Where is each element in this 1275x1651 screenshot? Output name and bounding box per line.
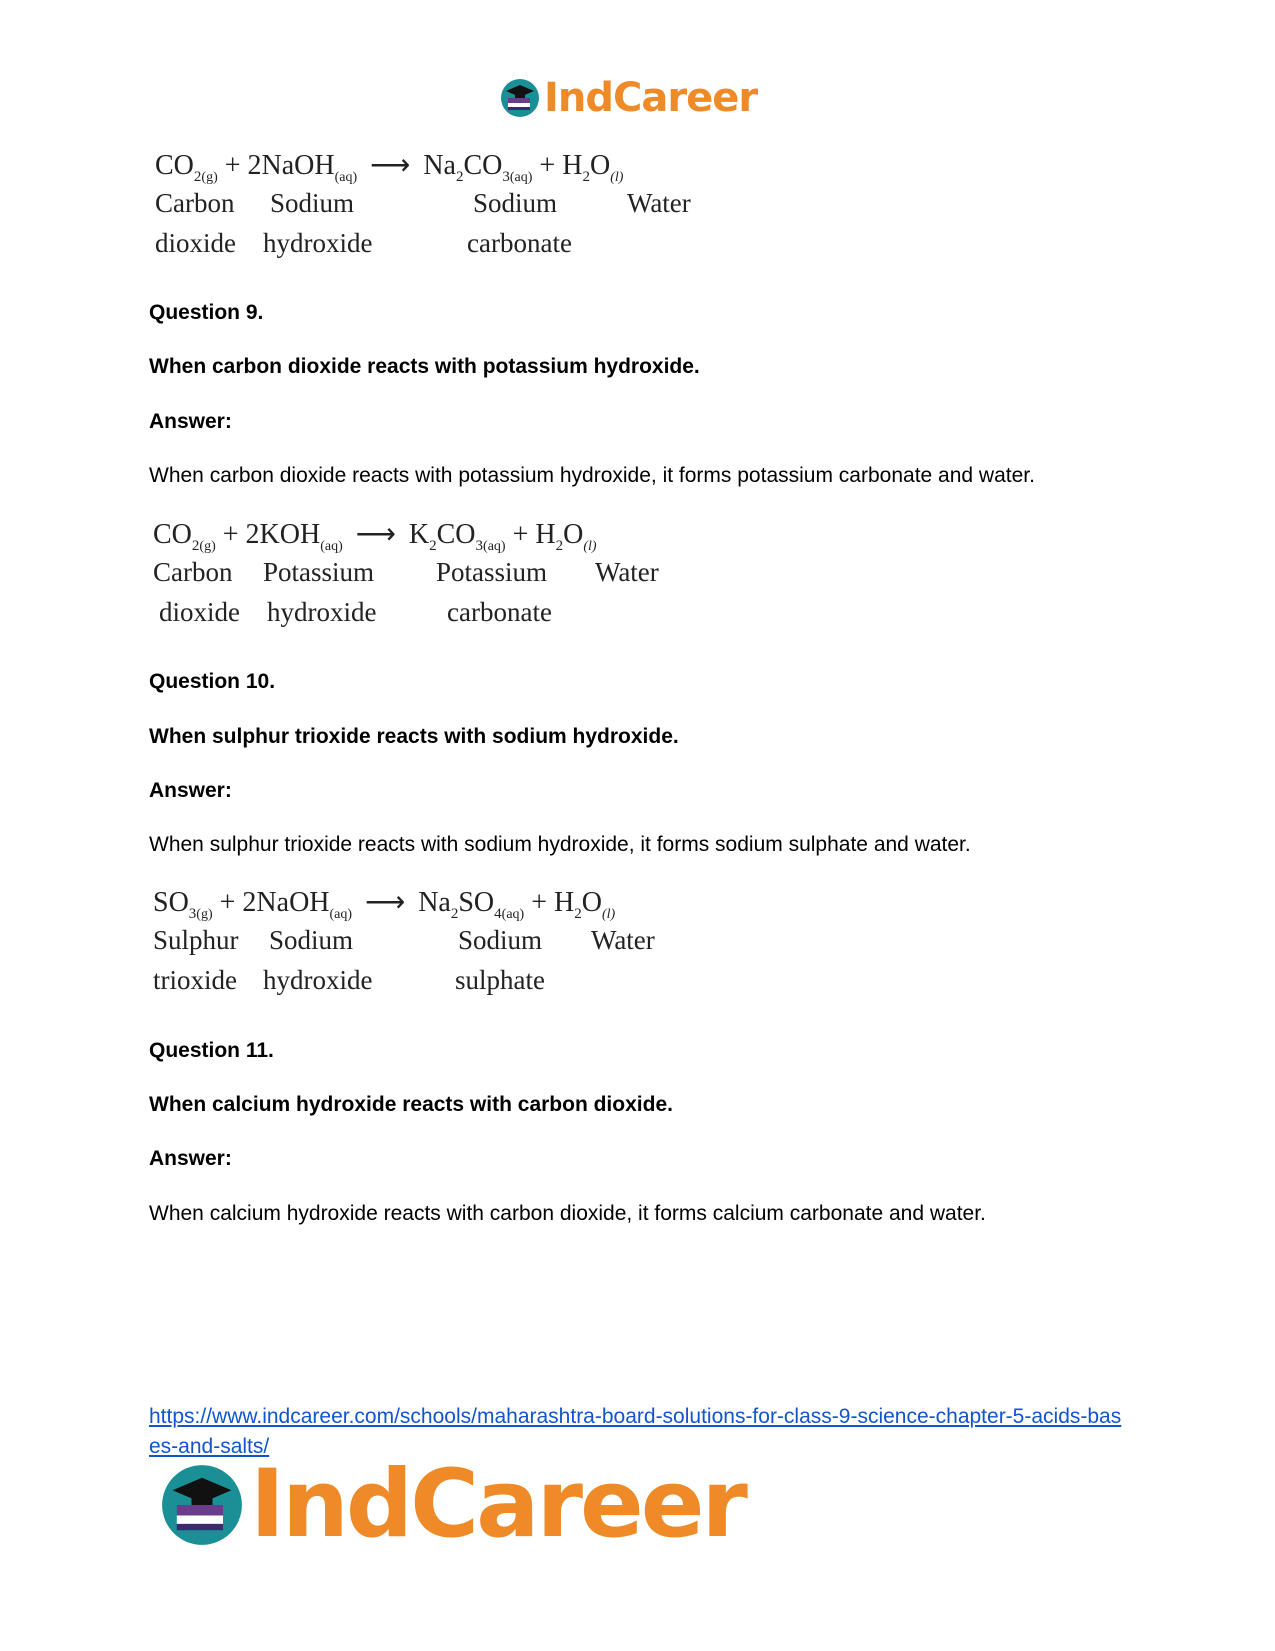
brand-wordmark: IndCareer — [250, 1450, 745, 1559]
label-reactant-2-line-2: hydroxide — [263, 965, 373, 995]
question-11-answer: When calcium hydroxide reacts with carbon dioxide, it forms calcium carbonate and water. — [149, 1202, 986, 1225]
reactant-2: 2NaOH — [242, 887, 330, 918]
product-2: H — [554, 887, 575, 918]
brand-wordmark: IndCareer — [544, 75, 758, 121]
label-product-2-line-1: Water — [627, 188, 691, 218]
label-product-1-line-1: Potassium — [436, 557, 548, 587]
reactant-1: CO — [155, 150, 194, 181]
chemical-equation-3: $SO_{3(g)}$ + 2NaOH$_{(aq)}$ ⟶ $Na_2SO_{4(aq)} + H_2O_{(l)}$ Sulphur trioxide Sodium hydroxide Sodium sulphate Water — [153, 887, 655, 995]
label-reactant-2-line-1: Sodium — [270, 188, 355, 218]
label-reactant-2-line-1: Potassium — [263, 557, 375, 587]
footer-logo — [160, 1450, 745, 1559]
question-9-answer: When carbon dioxide reacts with potassium hydroxide, it forms potassium carbonate and water. — [149, 464, 1035, 487]
product-1: K — [408, 519, 430, 550]
reactant-1: CO — [153, 519, 192, 550]
question-9-title: Question 9. — [149, 301, 264, 324]
label-reactant-2-line-2: hydroxide — [267, 597, 377, 627]
label-product-1-line-1: Sodium — [458, 925, 543, 955]
label-product-1-line-1: Sodium — [473, 188, 558, 218]
graduation-book-icon — [500, 78, 540, 118]
question-11-answer-label: Answer: — [149, 1147, 232, 1170]
question-9-prompt: When carbon dioxide reacts with potassium hydroxide. — [149, 355, 700, 378]
question-10-prompt: When sulphur trioxide reacts with sodium hydroxide. — [149, 725, 679, 748]
question-11-prompt: When calcium hydroxide reacts with carbon dioxide. — [149, 1093, 673, 1116]
label-reactant-1-line-2: trioxide — [153, 965, 237, 995]
question-9-answer-label: Answer: — [149, 410, 232, 433]
label-reactant-2-line-1: Sodium — [269, 925, 354, 955]
label-reactant-1-line-1: Sulphur — [153, 925, 239, 955]
reactant-2: 2NaOH — [247, 150, 335, 181]
question-11-title: Question 11. — [149, 1039, 274, 1062]
reactant-2: 2KOH — [245, 519, 321, 550]
product-2: H — [535, 519, 556, 550]
header-logo — [500, 75, 758, 121]
label-reactant-1-line-2: dioxide — [155, 228, 236, 258]
label-product-2-line-1: Water — [591, 925, 655, 955]
product-2: H — [562, 150, 583, 181]
reaction-arrow: ⟶ — [365, 887, 406, 918]
graduation-book-icon — [160, 1463, 244, 1547]
reaction-arrow: ⟶ — [370, 150, 411, 181]
product-1: Na — [418, 887, 451, 918]
reactant-1: SO — [153, 887, 189, 918]
source-url-link[interactable]: https://www.indcareer.com/schools/maharashtra-board-solutions-for-class-9-science-chapter-5-acids-bases-and-salts/ — [149, 1405, 1122, 1458]
label-product-1-line-2: carbonate — [447, 597, 552, 627]
question-10-title: Question 10. — [149, 670, 276, 693]
question-10-answer-label: Answer: — [149, 779, 232, 802]
chemical-equation-2: $CO_{2(g)} + 2KOH_{(aq)}$ ⟶ $K_2CO_{3(aq)} + H_2O_{(l)}$ Carbon dioxide Potassium hydroxide Potassium carbonate Water — [153, 519, 659, 627]
product-1: Na — [423, 150, 456, 181]
label-product-2-line-1: Water — [595, 557, 659, 587]
label-product-1-line-2: sulphate — [455, 965, 545, 995]
label-reactant-1-line-1: Carbon — [155, 188, 235, 218]
reaction-arrow: ⟶ — [355, 519, 396, 550]
label-reactant-2-line-2: hydroxide — [263, 228, 373, 258]
label-reactant-1-line-2: dioxide — [159, 597, 240, 627]
label-product-1-line-2: carbonate — [467, 228, 572, 258]
chemical-equation-1: $CO_{2(g)}$ + 2NaOH$_{(aq)}$ ⟶ $Na_2CO_{3(aq)} + H_2O_{(l)}$ Carbon dioxide Sodium hydroxide Sodium carbonate Water — [155, 150, 691, 258]
question-10-answer: When sulphur trioxide reacts with sodium hydroxide, it forms sodium sulphate and water. — [149, 833, 971, 856]
label-reactant-1-line-1: Carbon — [153, 557, 233, 587]
